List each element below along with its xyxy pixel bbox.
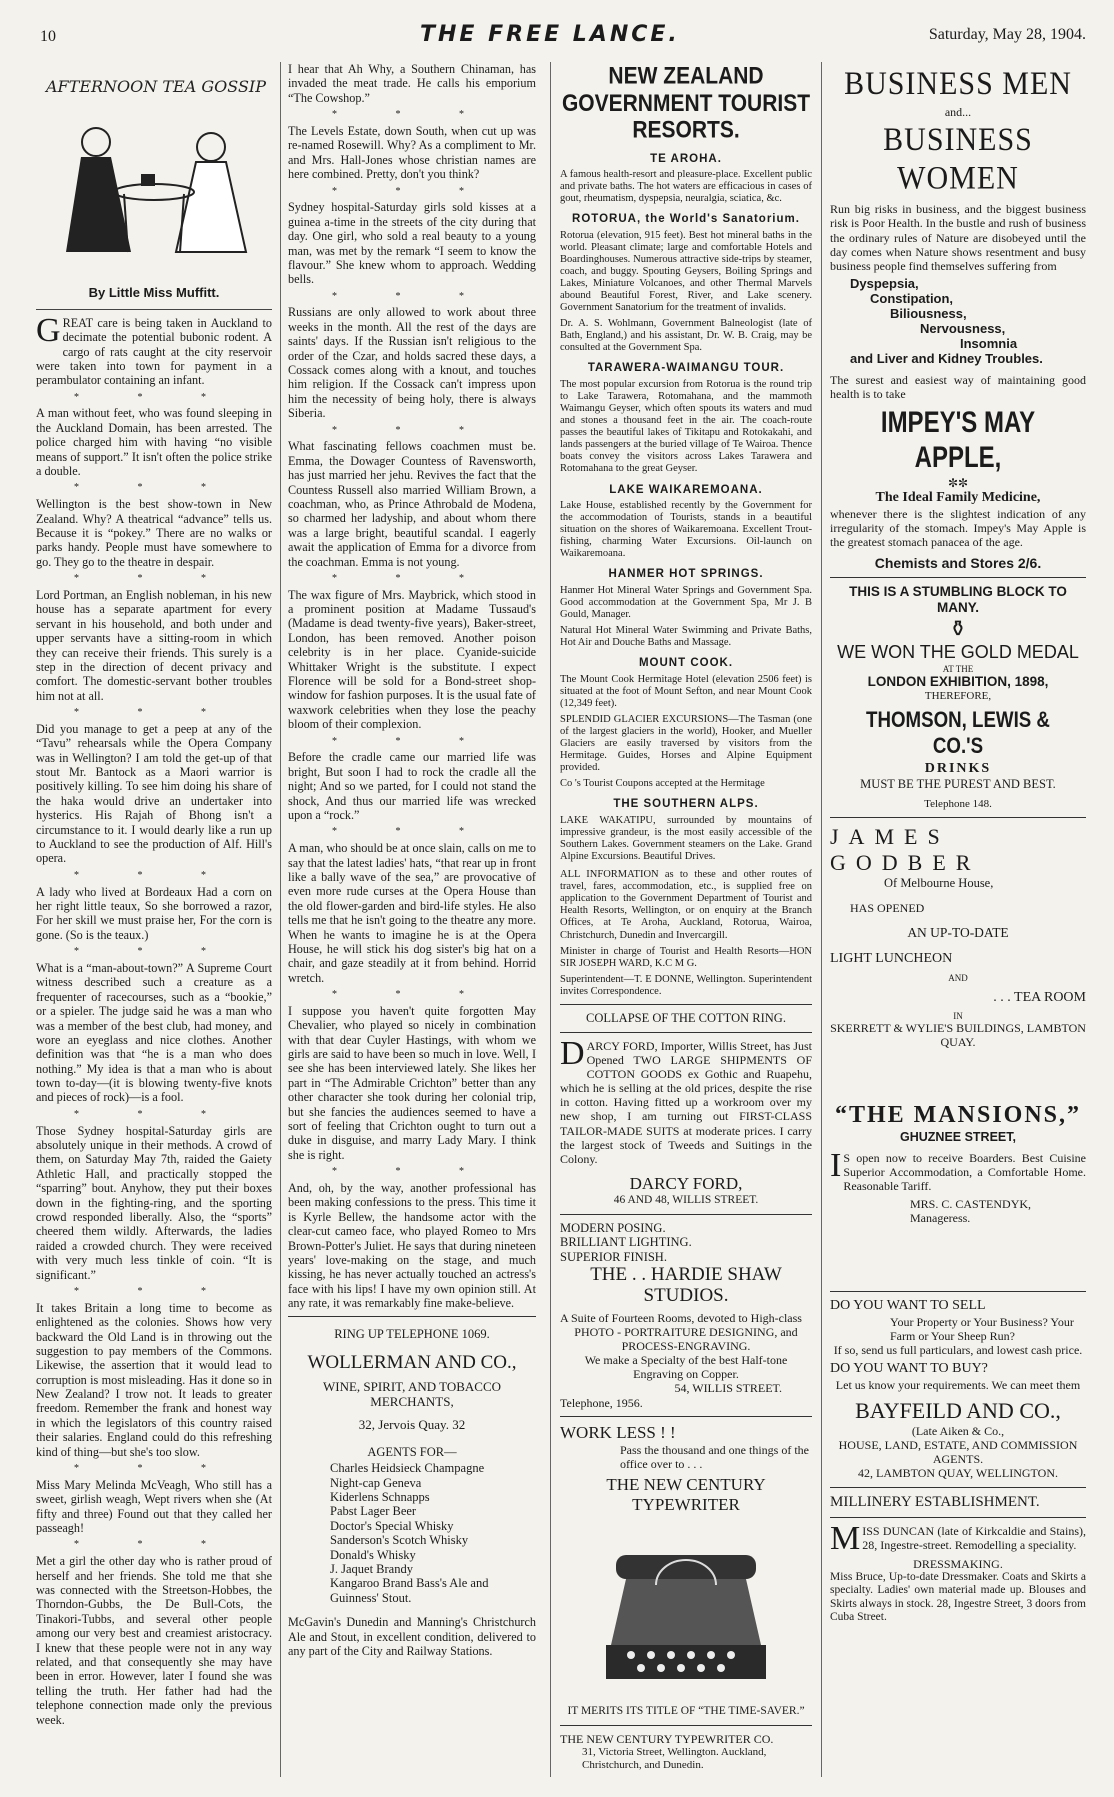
darcy-ford-name: DARCY FORD, — [629, 1174, 743, 1194]
godber-opened: HAS OPENED — [850, 900, 925, 915]
drinks-label: DRINKS — [924, 760, 992, 776]
divider — [830, 817, 1086, 818]
information-text: ALL INFORMATION as to these and other routes of travel, fares, accommodation, etc., is supplied free on application to the Government Department of Tourist and Health Resorts, Wellington, or on enquiry at the Branch Offices, at Te Aroha, Auckland, Rotorua, Wairoa, Christchurch, Dunedin and Invercargill. — [560, 869, 812, 941]
article-paragraph: I suppose you haven't quite forgotten May Chevalier, who played so nicely in combination with that dear Cuyler Hastings, with whom we girls are said to have been so much in love. Well, I see she has been interviewed lately. She likes her part in “The Admirable Crichton” better than any other character she took during her colonial trip, but she fancies the audiences seemed to have a sort of feeling that Crichton ought to turn out a duke in disguise, and marry Lady Mary. I think she is right. — [288, 1003, 536, 1162]
studio-name: THE . . HARDIE SHAW STUDIOS. — [590, 1263, 782, 1306]
buy-heading: DO YOU WANT TO BUY? — [830, 1361, 988, 1377]
section-text: Hanmer Hot Mineral Water Springs and Government Spa. Good accommodation at the Government Spa, Mr J. B Gould, Manager. — [560, 584, 812, 621]
separator-stars: * * * — [74, 1285, 234, 1297]
column-gossip-continued — [288, 62, 536, 1662]
separator-stars: * * * — [332, 109, 492, 121]
dressmaking-text: Miss Bruce, Up-to-date Dressmaker. Coats and Skirts a specialty. Ladies' own material made up. Blouses and Skirts always in stock. 28, Ingestre Street, 3 doors from Cuba Street. — [830, 1570, 1086, 1624]
section-text: A famous health-resort and pleasure-place. Excellent public and private baths. The hot waters are efficacious in cases of gout, rheumatism, dyspepsia, neuralgia, sciatica, &c. — [560, 169, 812, 205]
typewriter-illustration — [596, 1525, 776, 1695]
separator-stars: * * * — [74, 573, 234, 585]
ailment-item: and Liver and Kidney Troubles. — [850, 350, 1043, 366]
article-paragraph: What is a “man-about-town?” A Supreme Court witness described such a creature as a frequenter of racecourses, such as a “bookie,” or a spieler. The judge said he was a man who was a member of the best club, had money, and wore an eyeglass and nice clothes. Another definition was that “he is a man who does nothing.” My idea is that a man who is about town to-day—(it is blowing twenty-five knots and pieces of rock)—is a fool. — [36, 960, 272, 1105]
dressmaking-heading: DRESSMAKING. — [913, 1556, 1003, 1571]
ornament: ✼✼ — [947, 475, 969, 490]
ad-telephone: RING UP TELEPHONE 1069. — [334, 1327, 490, 1342]
millinery-text: MISS DUNCAN (late of Kirkcaldie and Stains), 28, Ingestre-street. Remodelling a speciality. — [830, 1520, 1086, 1558]
column-advertisements — [830, 62, 1086, 1629]
sell-heading: DO YOU WANT TO SELL — [830, 1298, 986, 1314]
section-text: Dr. A. S. Wohlmann, Government Balneologist (late of Bath, England,) and his assistant, Dr. W. B. Craig, may be consulted at the Government Spa. — [560, 318, 812, 354]
mansions-street: GHUZNEE STREET, — [900, 1129, 1016, 1144]
divider — [560, 1416, 812, 1417]
cotton-text: DARCY FORD, Importer, Willis Street, has Just Opened TWO LARGE SHIPMENTS OF COTTON GOODS ex Gothic and Ruapehu, which he is selling at the old prices, despite the rise in cotton. Having fitted up a workroom over my new shop, I am turning out FIRST-CLASS TAILOR-MADE SUITS at moderate prices. I carry the largest stock of Tweeds and Suitings in the Colony. — [560, 1034, 812, 1166]
article-paragraph: And, oh, by the way, another professional has been making confessions to the press. This time it is Kyrle Bellew, the handsome actor with the clear-cut cameo face, who played Romeo to Mrs Brown-Potter's Juliet. He says that during nineteen years' love-making on the stage, and much kissing, he has never actually touched an actress's face with his lips! I have my own opinion still. At any rate, it was remarkably fine make-believe. — [288, 1180, 536, 1311]
work-less-text: Pass the thousand and one things of the office over to . . . — [620, 1442, 809, 1471]
separator-stars: * * * — [332, 290, 492, 302]
ailment-item: Nervousness, — [920, 320, 1006, 336]
section-heading: ROTORUA, the World's Sanatorium. — [572, 213, 800, 226]
darcy-ford-address: 46 AND 48, WILLIS STREET. — [613, 1194, 759, 1207]
tourist-headline: NEW ZEALAND GOVERNMENT TOURIST RESORTS. — [561, 62, 811, 144]
section-text: The Mount Cook Hermitage Hotel (elevation 2506 feet) is situated at the foot of Mount Sefton, and near Mount Cook (12,349 feet). — [560, 673, 812, 709]
article-paragraph: Sydney hospital-Saturday girls sold kisses at a guinea a-time in the streets of the city during that day. One girl, who sold a real beauty to a young man, was met by the remark “I seem to know the flavour.” She knew whom to approach. Wedding bells. — [288, 200, 536, 287]
ailment-item: Dyspepsia, — [850, 276, 919, 292]
column-gossip — [36, 62, 272, 1731]
at-the: AT THE — [942, 663, 974, 674]
separator-stars: * * * — [332, 826, 492, 838]
section-text: SPLENDID GLACIER EXCURSIONS—The Tasman (one of the largest glaciers in the world), Hooker, and Mueller Glaciers are easily traversed by visitors from the Hermitage. Guides, Horses and Alpine Equipment provided. — [560, 714, 812, 774]
article-paragraph: A man without feet, who was found sleeping in the Auckland Domain, has been arrested. The police charged him with having “no visible means of support.” It isn't often the police strike a double. — [36, 406, 272, 479]
ad-text: The surest and easiest way of maintaining good health is to take — [830, 372, 1086, 401]
section-text: Lake House, established recently by the Government for the accommodation of Tourists, stands in a beautiful situation on the shores of Waikaremoana. Excellent Trout-fishing, charming Water Excursions. Oil-launch on Waikaremoana. — [560, 500, 812, 560]
column-tourist-resorts — [560, 62, 812, 1772]
bayfeild-address: 42, LAMBTON QUAY, WELLINGTON. — [857, 1466, 1058, 1481]
studio-specialty: We make a Specialty of the best Half-tone Engraving on Copper. — [584, 1353, 788, 1382]
issue-date: Saturday, May 28, 1904. — [928, 26, 1086, 43]
godber-and: AND — [948, 973, 968, 984]
ad-firm-name: WOLLERMAN AND CO., — [307, 1352, 517, 1374]
ad-connector: and... — [944, 105, 972, 120]
divider — [560, 1214, 812, 1215]
agent-item: Charles Heidsieck Champagne — [330, 1461, 485, 1476]
godber-address: SKERRETT & WYLIE'S BUILDINGS, LAMBTON QUAY. — [830, 1021, 1086, 1050]
buy-text: Let us know your requirements. We can meet them — [835, 1377, 1081, 1392]
article-paragraph: The wax figure of Mrs. Maybrick, which stood in a prominent position at Madame Tussaud's (Madame is dead twenty-five years), Baker-street, London, has been removed. Another poison celebrity is in her place. Cyanide-suicide Whittaker Wright is the substitute. I expect Florence will be sold for a Bond-street shop-window for fashion purposes. It is the usual fate of waxwork celebrities when they lose the peachy bloom of their complexion. — [288, 587, 536, 732]
impey-brand: IMPEY'S MAY APPLE, — [880, 406, 1036, 475]
article-paragraph: I hear that Ah Why, a Southern Chinaman, has invaded the meat trade. He calls his emporium “The Cowshop.” — [288, 62, 536, 105]
studio-tagline: MODERN POSING. BRILLIANT LIGHTING. SUPERIOR FINISH. — [560, 1220, 692, 1265]
column-rule — [280, 62, 281, 1777]
section-heading: TARAWERA-WAIMANGU TOUR. — [587, 362, 785, 375]
godber-in: IN — [953, 1010, 963, 1021]
mansions-manager: MRS. C. CASTENDYK, Manageress. — [910, 1196, 1032, 1226]
section-heading: THE SOUTHERN ALPS. — [613, 798, 759, 811]
agent-item: Sanderson's Scotch Whisky — [330, 1533, 469, 1548]
article-verse: A lady who lived at Bordeaux Had a corn on her right little teaux, So she borrowed a razor, For her skill we must praise her, For the corn is gone. (So is the teaux.) — [36, 884, 272, 942]
thomson-brand: THOMSON, LEWIS & CO.'S — [866, 707, 1050, 758]
agent-item: Night-cap Geneva — [330, 1475, 422, 1490]
minister-text: Minister in charge of Tourist and Health Resorts—HON SIR JOSEPH WARD, K.C M G. — [560, 945, 812, 969]
agent-item: Kiderlens Schnapps — [330, 1490, 430, 1505]
article-paragraph: What fascinating fellows coachmen must be. Emma, the Dowager Countess of Ravensworth, has just married her jehu. Revives the fact that the Countess Russell also married William Brown, a coachman, who, as Prince Athrobald de Modena, so charmed her ladyship, and about whom there was a large bright, beautiful scandal. I eagerly await the application of Emma for a divorce from the coachman. Emma is not young. — [288, 439, 536, 569]
stumbling-heading: THIS IS A STUMBLING BLOCK TO MANY. — [849, 584, 1067, 616]
agent-item: J. Jaquet Brandy — [330, 1561, 413, 1576]
page-number: 10 — [40, 28, 56, 45]
masthead-title: THE FREE LANCE. — [420, 22, 680, 47]
article-paragraph: It takes Britain a long time to become as enlightened as the colonies. Shows how very backward the Old Land is in throwing out the suggestion to pay members of the Commons. Likewise, the assertion that it would lead to corruption is most misleading. Has it done so in New Zealand? I trow not. It leads to greater freedom. Remember the frank and honest way in which the legislators of this country raised their salaries. England could do this refreshing kind of thing—but she's too slow. — [36, 1300, 272, 1459]
section-heading: MOUNT COOK. — [638, 657, 734, 670]
ailment-item: Biliousness, — [890, 305, 967, 321]
therefore: THEREFORE, — [924, 690, 992, 703]
godber-name: JAMES GODBER — [830, 824, 981, 876]
agent-item: Pabst Lager Beer — [330, 1504, 417, 1519]
article-paragraph: Those Sydney hospital-Saturday girls are absolutely unique in their methods. A crowd of them, on Saturday May 7th, raided the Gaiety Athletic Hall, and practically stopped the “sparring” bout. Anyhow, they put their boxes down in the fighting-ring, and the sporting crowd responded liberally. Also, the “sports” cheered them wildly. Afterwards, the ladies raided a crowded church. They were received with very much less tinkle of coin. “It is significant.” — [36, 1123, 272, 1282]
agent-item: Donald's Whisky — [330, 1547, 416, 1562]
superintendent-text: Superintendent—T. E DONNE, Wellington. Superintendent invites Correspondence. — [560, 973, 812, 997]
article-verse: Miss Mary Melinda McVeagh, Who still has a sweet, girlish weagh, Wept rivers when she (At fifty and three) Found out that they called her passeagh! — [36, 1477, 272, 1536]
separator-stars: * * * — [74, 482, 234, 494]
sell-text-2: If so, send us full particulars, and lowest cash price. — [833, 1343, 1083, 1358]
bottle-icon: ⚱ — [948, 616, 968, 642]
separator-stars: * * * — [332, 1166, 492, 1178]
separator-stars: * * * — [332, 735, 492, 747]
cartoon-lettering: AFTERNOON TEA GOSSIP — [46, 77, 266, 96]
gold-medal-heading: WE WON THE GOLD MEDAL — [837, 642, 1079, 663]
agent-item: Kangaroo Brand Bass's Ale and Guinness' Stout. — [330, 1576, 489, 1605]
impey-price: Chemists and Stores 2/6. — [874, 554, 1042, 571]
separator-stars: * * * — [74, 869, 234, 881]
typewriter-company: THE NEW CENTURY TYPEWRITER CO. — [560, 1731, 774, 1746]
ad-agents-heading: AGENTS FOR— — [367, 1444, 457, 1459]
article-paragraph: GREAT care is being taken in Auckland to decimate the potential bubonic rodent. A cargo of rats caught at the city reservoir were taken into town for payment in a perambulator containing an infant. — [36, 311, 272, 388]
column-rule — [550, 62, 551, 1777]
bayfeild-name: BAYFEILD AND CO., — [855, 1397, 1061, 1423]
section-text: The most popular excursion from Rotorua is the round trip to Lake Tarawera, Rotomahana, and the mammoth Waimangu Geyser, which often spouts its waters and mud and stones a thousand feet in the air. The coach-route passes the beautiful lakes of Tikitapu and Rotokakahi, and lands passengers at the buried village of Te Wairoa. Thence boats convey the visitors across Lakes Tarawera and Rotomahana to the great Geyser. — [560, 379, 812, 475]
studio-text: A Suite of Fourteen Rooms, devoted to High-class — [560, 1310, 802, 1325]
separator-stars: * * * — [332, 989, 492, 1001]
typewriter-name: THE NEW CENTURY TYPEWRITER — [606, 1475, 766, 1515]
separator-stars: * * * — [332, 572, 492, 584]
bayfeild-previous: (Late Aiken & Co., — [911, 1423, 1005, 1438]
separator-stars: * * * — [74, 1539, 234, 1551]
section-heading: TE AROHA. — [650, 152, 722, 165]
article-paragraph: A man, who should be at once slain, calls on me to say that the latest ladies' hats, “that rear up in front like a bally wave of the sea,” are provocative of even more rude curses at the Opera House than the old flower-garden and bird-life styles. He also tells me that he isn't going to the theatre any more. When he wants to imagine he is at the Opera House, he will stick his dog sister's big hat on a chair, and gaze steadily at it from behind. Horrid wretch. — [288, 841, 536, 985]
section-text: Natural Hot Mineral Water Swimming and Private Baths, Hot Air and Douche Baths and Massage. — [560, 625, 812, 649]
article-paragraph: Russians are only allowed to work about three weeks in the month. All the rest of the days are saints' days. If the Russian isn't religious to the order of the Czar, and holds sacred these days, a Cossack comes along with a knout, and touches him religion. If the Cossack can't impress upon him the necessity of being holy, there is always Siberia. — [288, 305, 536, 421]
purest-text: MUST BE THE PUREST AND BEST. — [860, 777, 1056, 792]
ailment-item: Insomnia — [960, 335, 1018, 351]
studio-services: PHOTO - PORTRAITURE DESIGNING, and PROCESS-ENGRAVING. — [574, 1324, 798, 1353]
column-rule — [821, 62, 822, 1777]
sell-text: Your Property or Your Business? Your Farm or Your Sheep Run? — [890, 1314, 1074, 1343]
godber-luncheon: LIGHT LUNCHEON — [830, 950, 953, 966]
divider — [560, 1725, 812, 1726]
page-header — [0, 0, 1114, 47]
section-heading: LAKE WAIKAREMOANA. — [609, 483, 763, 496]
separator-stars: * * * — [74, 391, 234, 403]
article-paragraph: Met a girl the other day who is rather proud of herself and her friends. She told me that she was connected with the Streetson-Hobbes, the Thorndon-Gubbs, the De Bull-Cots, the Tinakori-Tubbs, and several other people among our very best and creamiest aristocracy. I knew that these people were not in any way related, and that consequently she may have been in error. However, later I found she was telling the truth. Her father had had the telephone connection made only the previous week. — [36, 1554, 272, 1727]
typewriter-slogan: IT MERITS ITS TITLE OF “THE TIME-SAVER.” — [567, 1705, 805, 1718]
divider — [830, 1517, 1086, 1518]
millinery-heading: MILLINERY ESTABLISHMENT. — [830, 1493, 1040, 1510]
impey-tagline: The Ideal Family Medicine, — [875, 489, 1041, 505]
separator-stars: * * * — [332, 185, 492, 197]
separator-stars: * * * — [332, 424, 492, 436]
ad-heading: BUSINESS WOMEN — [883, 121, 1033, 197]
impey-text: whenever there is the slightest indication of any irregularity of the stomach. Impey's May Apple is the greatest stomach panacea of the age. — [830, 506, 1086, 549]
ailment-list — [830, 277, 1086, 367]
byline: By Little Miss Muffitt. — [36, 285, 272, 309]
mansions-text: IS open now to receive Boarders. Best Cuisine Superior Accommodation, a Comfortable Home. Reasonable Tariff. — [830, 1146, 1086, 1193]
article-verse: Before the cradle came our married life was bright, But soon I had to rock the cradle all the night; And so we parted, for I could not stand the shock, And thus our married life was wrecked upon a “rock.” — [288, 750, 536, 822]
article-paragraph: Lord Portman, an English nobleman, in his new house has a separate apartment for every servant in his household, and both under and upper servants have a sitting-room in which they can receive their friends. This surely is a step in the direction of decent privacy and comfort. The domestic-servant bother troubles him not at all. — [36, 587, 272, 703]
spacer — [830, 1049, 1086, 1101]
divider — [830, 1487, 1086, 1488]
section-text: Co 's Tourist Coupons accepted at the Hermitage — [560, 778, 765, 790]
exhibition-name: LONDON EXHIBITION, 1898, — [867, 674, 1049, 690]
mansions-title: “THE MANSIONS,” — [834, 1102, 1082, 1129]
section-text: LAKE WAKATIPU, surrounded by mountains of impressive grandeur, is the most easily accessible of the Southern Lakes. Government steamers on the Lake. Grand Alpine Excursions. Beautiful Drives. — [560, 814, 812, 863]
separator-stars: * * * — [74, 707, 234, 719]
bayfeild-trade: HOUSE, LAND, ESTATE, AND COMMISSION AGENTS. — [838, 1438, 1078, 1467]
divider — [830, 577, 1086, 578]
article-paragraph: The Levels Estate, down South, when cut up was re-named Rosewill. Why? As a compliment to Mr. and Mrs. Hall-Jones whose christian names are here combined. Pretty, don't you think? — [288, 123, 536, 182]
telephone-number: Telephone 148. — [924, 798, 992, 811]
article-paragraph: Did you manage to get a peep at any of the “Tavu” rehearsals while the Opera Company was in Wellington? I am told the get-up of that stout Mr. Bantock as a Maori warrior is positively killing. To see him doing his share of the haka would drive an undertaker into hysterics. His Rajah of Bhong isn't a circumstance to it. I would dearly like a run up to Auckland to see the production of Alf. Hill's opera. — [36, 721, 272, 866]
spacer — [830, 1225, 1086, 1285]
studio-address: 54, WILLIS STREET. — [674, 1381, 782, 1396]
cotton-heading: COLLAPSE OF THE COTTON RING. — [586, 1010, 786, 1025]
godber-house: Of Melbourne House, — [884, 876, 994, 891]
separator-stars: * * * — [74, 1108, 234, 1120]
ad-heading: BUSINESS MEN — [844, 65, 1072, 102]
tea-gossip-cartoon — [36, 62, 272, 272]
studio-telephone: Telephone, 1956. — [560, 1395, 643, 1410]
separator-stars: * * * — [74, 946, 234, 958]
agent-list — [288, 1461, 536, 1605]
typewriter-address: 31, Victoria Street, Wellington. Auckland, Christchurch, and Dunedin. — [582, 1745, 767, 1771]
divider — [560, 1004, 812, 1005]
article-paragraph: Wellington is the best show-town in New Zealand. Why? A theatrical “advance” tells us. Because it is “pokey.” There are no walks or parks handy. People must have somewhere to go. They go to the theatre in despair. — [36, 497, 272, 569]
godber-tea: . . . TEA ROOM — [993, 990, 1086, 1006]
divider — [830, 1291, 1086, 1292]
divider — [560, 1032, 812, 1033]
ad-address: 32, Jervois Quay. 32 — [358, 1417, 466, 1433]
ad-footer: McGavin's Dunedin and Manning's Christchurch Ale and Stout, in excellent condition, delivered to any part of the City and Railway Stations. — [288, 1615, 536, 1658]
ad-text: Run big risks in business, and the biggest business risk is Poor Health. In the bustle and rush of business the ordinary rules of Nature are disobeyed until the day comes when Nature shows resentment and busy business people find themselves suffering from — [830, 202, 1086, 273]
separator-stars: * * * — [74, 1463, 234, 1475]
section-heading: HANMER HOT SPRINGS. — [608, 568, 764, 581]
godber-up: AN UP-TO-DATE — [907, 924, 1009, 940]
ad-trade: WINE, SPIRIT, AND TOBACCO MERCHANTS, — [322, 1378, 502, 1409]
divider — [288, 1316, 536, 1317]
agent-item: Doctor's Special Whisky — [330, 1518, 454, 1533]
ailment-item: Constipation, — [870, 291, 954, 307]
work-less-heading: WORK LESS ! ! — [560, 1422, 676, 1442]
section-text: Rotorua (elevation, 915 feet). Best hot mineral baths in the world. Pleasant climate; large and comfortable Hotels and Boardinghouses. Numerous attractive side-trips by steamer, coach, and buggy. Spouting Geysers, Boiling Springs and Lakes, Miniature Volcanoes, and other Thermal Marvels abound Beautiful Forest, River, and Lake scenery. Government Sanatorium for the treatment of invalids. — [560, 229, 812, 314]
